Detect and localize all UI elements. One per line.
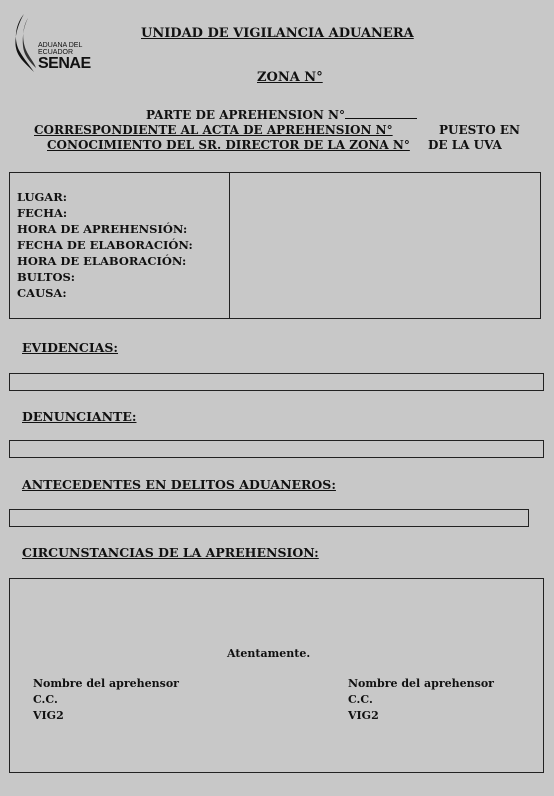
acta-label: CORRESPONDIENTE AL ACTA DE APREHENSION N° <box>34 123 393 137</box>
parte-label: PARTE DE APREHENSION N° <box>146 108 345 122</box>
closing-text: Atentamente. <box>227 647 311 660</box>
info-labels <box>17 189 193 301</box>
signature-right-vig: VIG2 <box>348 709 379 722</box>
senae-emblem-icon <box>12 12 38 74</box>
evidencias-field[interactable] <box>9 373 544 391</box>
info-box <box>9 172 541 319</box>
document-title: UNIDAD DE VIGILANCIA ADUANERA <box>141 26 414 41</box>
logo-text-ecuador: ECUADOR <box>38 49 74 56</box>
antecedentes-heading: ANTECEDENTES EN DELITOS ADUANEROS: <box>22 477 336 492</box>
logo-text-senae: SENAE <box>38 55 91 72</box>
hora-elaboracion-label: HORA DE ELABORACIÓN: <box>17 254 187 268</box>
acta-line <box>34 123 524 137</box>
circunstancias-box[interactable] <box>9 578 544 773</box>
conocimiento-label: CONOCIMIENTO DEL SR. DIRECTOR DE LA ZONA N° <box>47 138 410 152</box>
zona-label: ZONA N° <box>257 70 323 85</box>
uva-label: DE LA UVA <box>428 138 502 152</box>
fecha-label: FECHA: <box>17 206 68 220</box>
conocimiento-line <box>47 138 517 152</box>
senae-logo <box>12 12 92 76</box>
signature-left-vig: VIG2 <box>33 709 64 722</box>
parte-line <box>146 108 417 122</box>
signature-left-cc: C.C. <box>33 693 58 706</box>
bultos-label: BULTOS: <box>17 270 76 284</box>
causa-label: CAUSA: <box>17 286 67 300</box>
denunciante-field[interactable] <box>9 440 544 458</box>
denunciante-heading: DENUNCIANTE: <box>22 409 137 424</box>
signature-right-name: Nombre del aprehensor <box>348 677 494 690</box>
hora-aprehension-label: HORA DE APREHENSIÓN: <box>17 222 188 236</box>
signature-right-cc: C.C. <box>348 693 373 706</box>
lugar-label: LUGAR: <box>17 190 68 204</box>
puesto-label: PUESTO EN <box>439 123 520 137</box>
circunstancias-heading: CIRCUNSTANCIAS DE LA APREHENSION: <box>22 545 319 560</box>
logo-text-aduana: ADUANA DEL <box>38 42 83 49</box>
signature-right <box>348 676 494 724</box>
signature-left <box>33 676 179 724</box>
evidencias-heading: EVIDENCIAS: <box>22 340 119 355</box>
signature-left-name: Nombre del aprehensor <box>33 677 179 690</box>
fecha-elaboracion-label: FECHA DE ELABORACIÓN: <box>17 238 193 252</box>
parte-number-blank <box>345 108 417 119</box>
antecedentes-field[interactable] <box>9 509 529 527</box>
info-value-area[interactable] <box>230 173 540 318</box>
